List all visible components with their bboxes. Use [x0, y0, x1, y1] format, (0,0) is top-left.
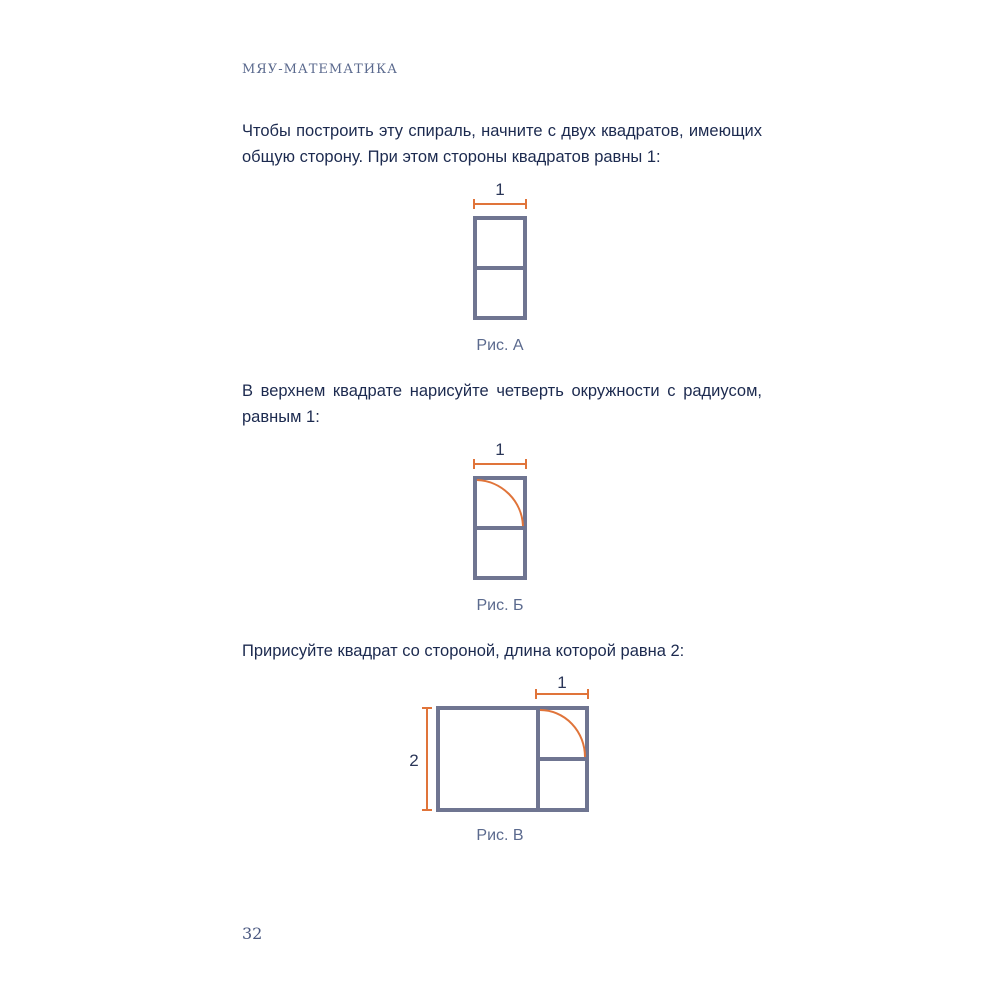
figure-c-side-dimension-line: [422, 708, 432, 810]
running-title: МЯУ-МАТЕМАТИКА: [242, 62, 398, 77]
figure-c-quarter-arc: [540, 710, 585, 757]
figure-a-dimension-label: 1: [495, 180, 505, 199]
paragraph-add-square: Пририсуйте квадрат со стороной, длина которой равна 2:: [242, 642, 685, 660]
figure-a-bottom-square: [475, 268, 525, 318]
figure-a: [460, 176, 540, 361]
paragraph-intro: Чтобы построить эту спираль, начните с двух квадратов, имеющих общую сторону. При этом стороны квадратов равны 1:: [242, 122, 762, 166]
figure-b-quarter-arc: [477, 480, 523, 526]
figure-c: [400, 666, 600, 856]
paragraph-quarter-circle: В верхнем квадрате нарисуйте четверть окружности с радиусом, равным 1:: [242, 382, 762, 426]
figure-c-top-dimension-label: 1: [557, 673, 567, 692]
figure-b: [460, 436, 540, 621]
figure-a-caption: Рис. А: [476, 337, 524, 354]
figure-b-top-square: [475, 478, 525, 528]
figure-c-caption: Рис. В: [476, 827, 524, 844]
figure-b-bottom-square: [475, 528, 525, 578]
figure-b-caption: Рис. Б: [476, 597, 524, 614]
figure-c-bottom-small-square: [538, 759, 587, 810]
figure-b-dimension-label: 1: [495, 440, 505, 459]
page-number: 32: [242, 924, 263, 943]
figure-c-large-square: [438, 708, 538, 810]
figure-a-dimension-line: [474, 199, 526, 209]
figure-b-dimension-line: [474, 459, 526, 469]
figure-c-side-dimension-label: 2: [409, 751, 419, 770]
figure-a-top-square: [475, 218, 525, 268]
